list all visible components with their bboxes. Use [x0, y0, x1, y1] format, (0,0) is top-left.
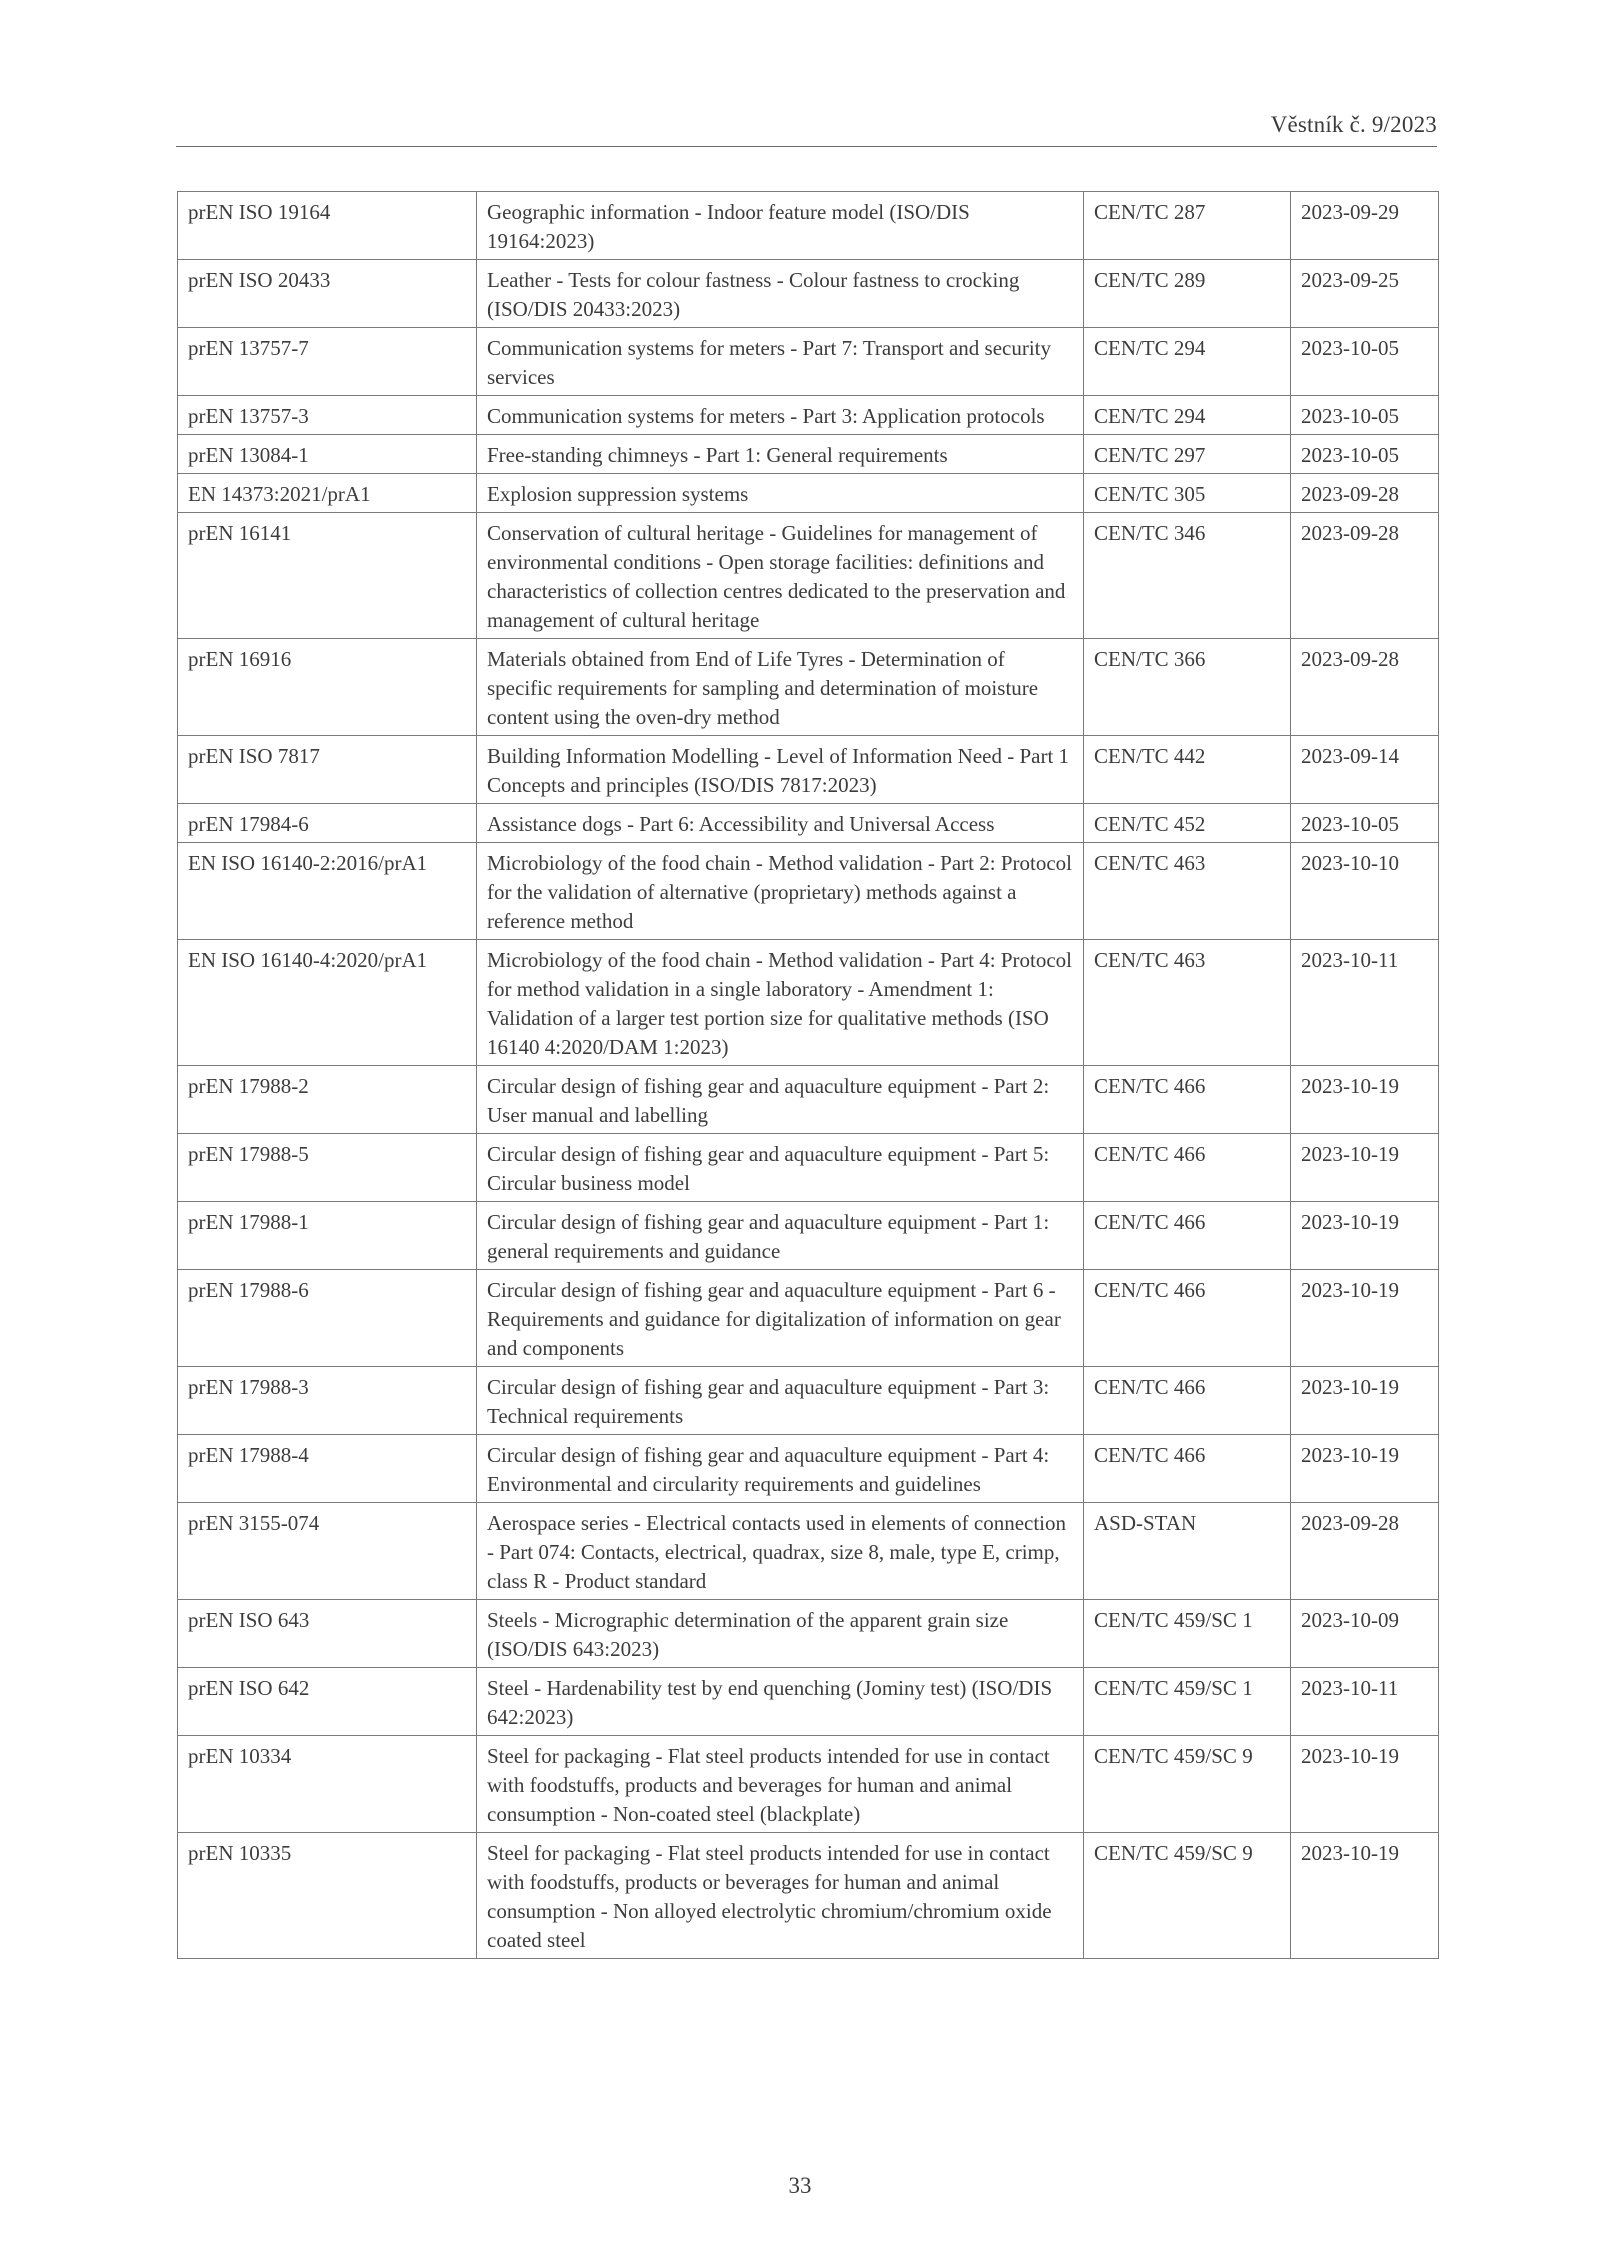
table-row — [178, 1600, 1439, 1668]
committee-cell: CEN/TC 287 — [1084, 192, 1291, 260]
committee-cell: CEN/TC 294 — [1084, 396, 1291, 435]
standard-title-cell: Microbiology of the food chain - Method validation - Part 4: Protocol for method validation in a single laboratory - Amendment 1: Validation of a larger test portion size for qualitative methods (ISO 16140 4:2020/DAM 1:2023) — [477, 940, 1084, 1066]
standard-code-cell: prEN 17988-6 — [178, 1270, 477, 1367]
standard-code-cell: prEN ISO 642 — [178, 1668, 477, 1736]
standard-title-cell: Circular design of fishing gear and aquaculture equipment - Part 1: general requirements and guidance — [477, 1202, 1084, 1270]
table-row — [178, 639, 1439, 736]
table-row — [178, 328, 1439, 396]
committee-cell: CEN/TC 294 — [1084, 328, 1291, 396]
deadline-date-cell: 2023-09-28 — [1291, 513, 1439, 639]
standard-title-cell: Circular design of fishing gear and aquaculture equipment - Part 2: User manual and labelling — [477, 1066, 1084, 1134]
committee-cell: CEN/TC 463 — [1084, 940, 1291, 1066]
standard-title-cell: Explosion suppression systems — [477, 474, 1084, 513]
table-row — [178, 1736, 1439, 1833]
committee-cell: CEN/TC 366 — [1084, 639, 1291, 736]
standard-code-cell: prEN 3155-074 — [178, 1503, 477, 1600]
deadline-date-cell: 2023-10-05 — [1291, 435, 1439, 474]
deadline-date-cell: 2023-10-19 — [1291, 1202, 1439, 1270]
standard-code-cell: prEN 10334 — [178, 1736, 477, 1833]
committee-cell: CEN/TC 442 — [1084, 736, 1291, 804]
standard-code-cell: prEN ISO 19164 — [178, 192, 477, 260]
standards-table — [177, 191, 1439, 1959]
deadline-date-cell: 2023-10-19 — [1291, 1134, 1439, 1202]
standard-title-cell: Geographic information - Indoor feature model (ISO/DIS 19164:2023) — [477, 192, 1084, 260]
table-row — [178, 843, 1439, 940]
table-row — [178, 396, 1439, 435]
deadline-date-cell: 2023-10-19 — [1291, 1833, 1439, 1959]
standards-table-body — [178, 192, 1439, 1959]
table-row — [178, 1435, 1439, 1503]
table-row — [178, 1134, 1439, 1202]
deadline-date-cell: 2023-09-29 — [1291, 192, 1439, 260]
table-row — [178, 1270, 1439, 1367]
standard-title-cell: Circular design of fishing gear and aquaculture equipment - Part 3: Technical requirements — [477, 1367, 1084, 1435]
deadline-date-cell: 2023-09-14 — [1291, 736, 1439, 804]
standard-title-cell: Building Information Modelling - Level of Information Need - Part 1 Concepts and principles (ISO/DIS 7817:2023) — [477, 736, 1084, 804]
table-row — [178, 192, 1439, 260]
standard-title-cell: Microbiology of the food chain - Method validation - Part 2: Protocol for the validation of alternative (proprietary) methods against a reference method — [477, 843, 1084, 940]
committee-cell: ASD-STAN — [1084, 1503, 1291, 1600]
standard-code-cell: prEN ISO 20433 — [178, 260, 477, 328]
committee-cell: CEN/TC 289 — [1084, 260, 1291, 328]
table-row — [178, 435, 1439, 474]
committee-cell: CEN/TC 466 — [1084, 1202, 1291, 1270]
deadline-date-cell: 2023-10-19 — [1291, 1066, 1439, 1134]
standard-code-cell: prEN ISO 7817 — [178, 736, 477, 804]
standard-code-cell: prEN 13084-1 — [178, 435, 477, 474]
deadline-date-cell: 2023-10-19 — [1291, 1736, 1439, 1833]
standard-title-cell: Communication systems for meters - Part 3: Application protocols — [477, 396, 1084, 435]
standard-title-cell: Materials obtained from End of Life Tyres - Determination of specific requirements for sampling and determination of moisture content using the oven-dry method — [477, 639, 1084, 736]
standard-code-cell: prEN 17988-1 — [178, 1202, 477, 1270]
standard-code-cell: EN ISO 16140-2:2016/prA1 — [178, 843, 477, 940]
table-row — [178, 1066, 1439, 1134]
standard-title-cell: Circular design of fishing gear and aquaculture equipment - Part 6 - Requirements and guidance for digitalization of information on gear and components — [477, 1270, 1084, 1367]
deadline-date-cell: 2023-09-28 — [1291, 474, 1439, 513]
bulletin-title: Věstník č. 9/2023 — [1270, 112, 1437, 137]
standard-title-cell: Steel - Hardenability test by end quenching (Jominy test) (ISO/DIS 642:2023) — [477, 1668, 1084, 1736]
deadline-date-cell: 2023-10-19 — [1291, 1435, 1439, 1503]
standard-title-cell: Steels - Micrographic determination of the apparent grain size (ISO/DIS 643:2023) — [477, 1600, 1084, 1668]
table-row — [178, 513, 1439, 639]
standard-code-cell: prEN 10335 — [178, 1833, 477, 1959]
deadline-date-cell: 2023-10-10 — [1291, 843, 1439, 940]
standard-title-cell: Steel for packaging - Flat steel products intended for use in contact with foodstuffs, products or beverages for human and animal consumption - Non alloyed electrolytic chromium/chromium oxide coated steel — [477, 1833, 1084, 1959]
standard-code-cell: prEN 13757-3 — [178, 396, 477, 435]
deadline-date-cell: 2023-09-28 — [1291, 1503, 1439, 1600]
deadline-date-cell: 2023-10-19 — [1291, 1270, 1439, 1367]
table-row — [178, 1668, 1439, 1736]
standard-title-cell: Communication systems for meters - Part 7: Transport and security services — [477, 328, 1084, 396]
table-row — [178, 1503, 1439, 1600]
table-row — [178, 474, 1439, 513]
table-row — [178, 940, 1439, 1066]
standard-code-cell: EN 14373:2021/prA1 — [178, 474, 477, 513]
committee-cell: CEN/TC 459/SC 9 — [1084, 1833, 1291, 1959]
committee-cell: CEN/TC 452 — [1084, 804, 1291, 843]
committee-cell: CEN/TC 466 — [1084, 1066, 1291, 1134]
standard-code-cell: prEN 17988-4 — [178, 1435, 477, 1503]
standard-title-cell: Steel for packaging - Flat steel products intended for use in contact with foodstuffs, products and beverages for human and animal consumption - Non-coated steel (blackplate) — [477, 1736, 1084, 1833]
deadline-date-cell: 2023-10-05 — [1291, 396, 1439, 435]
committee-cell: CEN/TC 466 — [1084, 1270, 1291, 1367]
committee-cell: CEN/TC 346 — [1084, 513, 1291, 639]
committee-cell: CEN/TC 305 — [1084, 474, 1291, 513]
page-number: 33 — [788, 2173, 812, 2198]
committee-cell: CEN/TC 459/SC 1 — [1084, 1668, 1291, 1736]
standard-code-cell: prEN 16916 — [178, 639, 477, 736]
deadline-date-cell: 2023-10-11 — [1291, 1668, 1439, 1736]
standard-title-cell: Assistance dogs - Part 6: Accessibility and Universal Access — [477, 804, 1084, 843]
table-row — [178, 804, 1439, 843]
standard-title-cell: Leather - Tests for colour fastness - Colour fastness to crocking (ISO/DIS 20433:2023) — [477, 260, 1084, 328]
committee-cell: CEN/TC 297 — [1084, 435, 1291, 474]
standard-code-cell: prEN 17984-6 — [178, 804, 477, 843]
standard-code-cell: prEN 16141 — [178, 513, 477, 639]
deadline-date-cell: 2023-10-05 — [1291, 328, 1439, 396]
deadline-date-cell: 2023-09-25 — [1291, 260, 1439, 328]
standard-code-cell: prEN 17988-5 — [178, 1134, 477, 1202]
header-divider — [176, 146, 1437, 147]
table-row — [178, 1202, 1439, 1270]
table-row — [178, 736, 1439, 804]
committee-cell: CEN/TC 466 — [1084, 1134, 1291, 1202]
standard-code-cell: prEN 13757-7 — [178, 328, 477, 396]
standard-code-cell: prEN 17988-3 — [178, 1367, 477, 1435]
committee-cell: CEN/TC 459/SC 1 — [1084, 1600, 1291, 1668]
committee-cell: CEN/TC 466 — [1084, 1435, 1291, 1503]
committee-cell: CEN/TC 466 — [1084, 1367, 1291, 1435]
standard-code-cell: prEN ISO 643 — [178, 1600, 477, 1668]
committee-cell: CEN/TC 463 — [1084, 843, 1291, 940]
deadline-date-cell: 2023-10-05 — [1291, 804, 1439, 843]
standard-title-cell: Circular design of fishing gear and aquaculture equipment - Part 5: Circular business model — [477, 1134, 1084, 1202]
deadline-date-cell: 2023-10-09 — [1291, 1600, 1439, 1668]
standard-title-cell: Circular design of fishing gear and aquaculture equipment - Part 4: Environmental and circularity requirements and guidelines — [477, 1435, 1084, 1503]
standard-code-cell: prEN 17988-2 — [178, 1066, 477, 1134]
committee-cell: CEN/TC 459/SC 9 — [1084, 1736, 1291, 1833]
deadline-date-cell: 2023-10-11 — [1291, 940, 1439, 1066]
standard-title-cell: Free-standing chimneys - Part 1: General requirements — [477, 435, 1084, 474]
table-row — [178, 1833, 1439, 1959]
table-row — [178, 1367, 1439, 1435]
standard-title-cell: Aerospace series - Electrical contacts used in elements of connection - Part 074: Contacts, electrical, quadrax, size 8, male, type E, crimp, class R - Product standard — [477, 1503, 1084, 1600]
deadline-date-cell: 2023-09-28 — [1291, 639, 1439, 736]
deadline-date-cell: 2023-10-19 — [1291, 1367, 1439, 1435]
standard-title-cell: Conservation of cultural heritage - Guidelines for management of environmental conditions - Open storage facilities: definitions and characteristics of collection centres dedicated to the preservation and management of cultural heritage — [477, 513, 1084, 639]
standard-code-cell: EN ISO 16140-4:2020/prA1 — [178, 940, 477, 1066]
table-row — [178, 260, 1439, 328]
